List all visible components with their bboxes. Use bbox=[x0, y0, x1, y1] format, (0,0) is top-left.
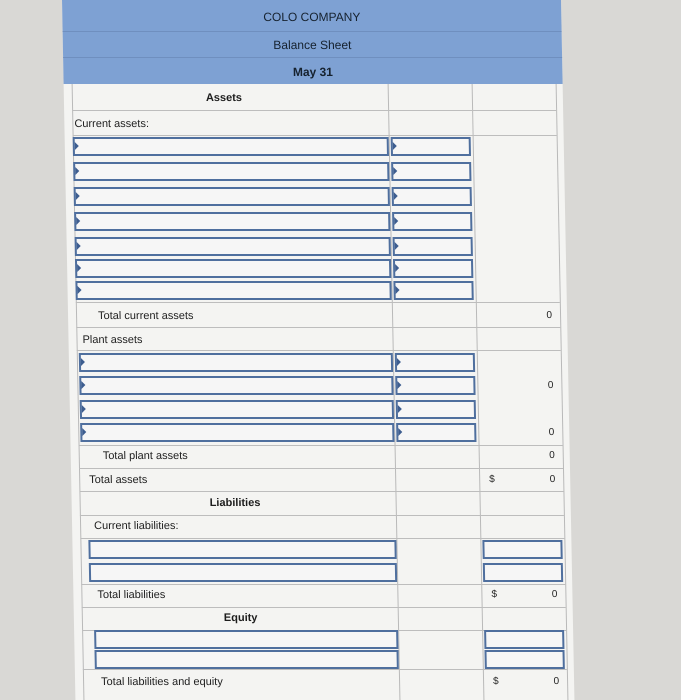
current-asset-name-input[interactable] bbox=[75, 237, 391, 256]
current-asset-name-input[interactable] bbox=[73, 137, 389, 156]
current-asset-amount-input[interactable] bbox=[393, 281, 473, 300]
current-asset-amount-input[interactable] bbox=[391, 162, 471, 181]
grid-row bbox=[76, 302, 560, 303]
total-liabilities-value: 0 bbox=[551, 589, 558, 600]
grid-row bbox=[73, 135, 557, 136]
equity-amount-input[interactable] bbox=[484, 630, 564, 649]
plant-asset-amount-input[interactable] bbox=[395, 353, 475, 372]
grid-row bbox=[76, 327, 560, 328]
grid-row bbox=[72, 110, 556, 111]
total-current-assets-label: Total current assets bbox=[97, 310, 194, 322]
plant-asset-name-input[interactable] bbox=[79, 376, 393, 395]
total-assets-label: Total assets bbox=[89, 474, 148, 486]
plant-assets-label: Plant assets bbox=[82, 334, 143, 346]
equity-amount-input[interactable] bbox=[484, 650, 564, 669]
plant-asset-amount-input[interactable] bbox=[396, 423, 476, 442]
plant-asset-amount-input[interactable] bbox=[395, 376, 475, 395]
assets-heading: Assets bbox=[205, 92, 243, 104]
grid-row bbox=[77, 350, 561, 351]
total-liabilities-equity-value: 0 bbox=[553, 676, 560, 687]
plant-asset-net-value: 0 bbox=[548, 427, 555, 438]
total-current-assets-value: 0 bbox=[546, 310, 553, 321]
current-asset-amount-input[interactable] bbox=[393, 259, 473, 278]
currency-symbol: $ bbox=[491, 589, 498, 600]
grid-row bbox=[80, 538, 564, 539]
grid-row bbox=[83, 669, 567, 670]
current-asset-name-input[interactable] bbox=[74, 187, 390, 206]
grid-row bbox=[81, 584, 565, 585]
current-liability-amount-input[interactable] bbox=[482, 540, 562, 559]
current-asset-amount-input[interactable] bbox=[393, 237, 473, 256]
total-assets-value: 0 bbox=[549, 474, 556, 485]
current-asset-name-input[interactable] bbox=[75, 281, 391, 300]
plant-asset-name-input[interactable] bbox=[80, 423, 394, 442]
grid-row bbox=[79, 445, 563, 446]
current-asset-amount-input[interactable] bbox=[391, 137, 471, 156]
current-asset-name-input[interactable] bbox=[74, 212, 390, 231]
current-assets-label: Current assets: bbox=[74, 118, 150, 130]
current-asset-name-input[interactable] bbox=[73, 162, 389, 181]
current-liabilities-label: Current liabilities: bbox=[93, 520, 179, 532]
currency-symbol: $ bbox=[492, 676, 499, 687]
plant-asset-amount-input[interactable] bbox=[396, 400, 476, 419]
grid-row bbox=[82, 607, 566, 608]
plant-asset-name-input[interactable] bbox=[79, 353, 393, 372]
equity-heading: Equity bbox=[223, 612, 258, 624]
statement-title: Balance Sheet bbox=[273, 38, 352, 52]
header-divider-1 bbox=[63, 31, 562, 32]
current-liability-amount-input[interactable] bbox=[483, 563, 563, 582]
current-asset-name-input[interactable] bbox=[75, 259, 391, 278]
currency-symbol: $ bbox=[489, 474, 495, 485]
company-name: COLO COMPANY bbox=[263, 10, 361, 24]
statement-date: May 31 bbox=[292, 65, 334, 79]
grid-row bbox=[79, 468, 563, 469]
grid-row bbox=[80, 515, 564, 516]
current-liability-name-input[interactable] bbox=[89, 563, 397, 582]
equity-name-input[interactable] bbox=[94, 630, 398, 649]
grid-row bbox=[79, 491, 563, 492]
total-plant-assets-value: 0 bbox=[549, 450, 555, 461]
plant-asset-name-input[interactable] bbox=[80, 400, 394, 419]
header-divider-2 bbox=[63, 57, 562, 58]
total-plant-assets-label: Total plant assets bbox=[102, 450, 188, 462]
liabilities-heading: Liabilities bbox=[209, 497, 261, 509]
equity-name-input[interactable] bbox=[94, 650, 398, 669]
current-liability-name-input[interactable] bbox=[88, 540, 396, 559]
plant-asset-net-value: 0 bbox=[547, 380, 554, 391]
balance-sheet bbox=[62, 0, 574, 700]
total-liabilities-label: Total liabilities bbox=[97, 589, 166, 601]
current-asset-amount-input[interactable] bbox=[392, 187, 472, 206]
total-liabilities-equity-label: Total liabilities and equity bbox=[100, 676, 223, 688]
current-asset-amount-input[interactable] bbox=[392, 212, 472, 231]
